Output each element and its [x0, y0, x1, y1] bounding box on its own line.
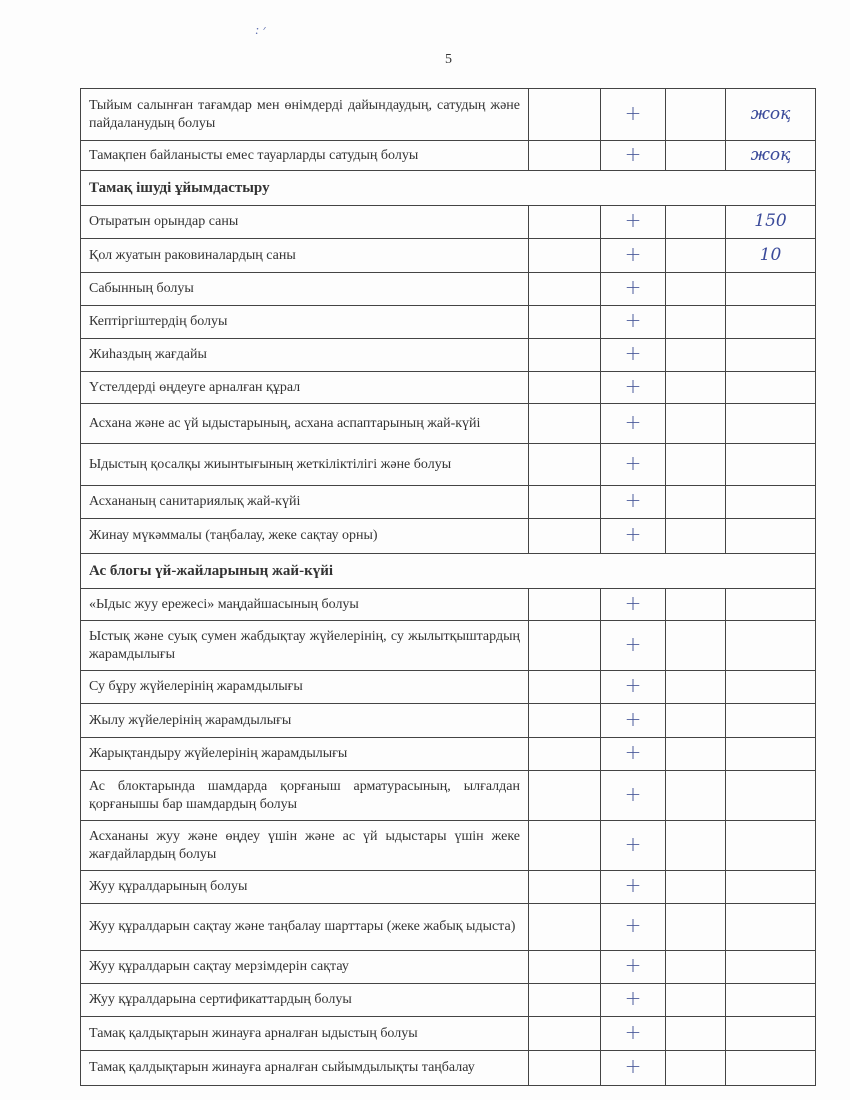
table-row	[81, 738, 816, 771]
empty-cell	[529, 273, 601, 306]
check-cell	[601, 821, 666, 871]
section-title: Ас блогы үй-жайларының жай-күйі	[81, 554, 816, 589]
handwritten-note: 150	[754, 211, 787, 231]
empty-cell	[529, 141, 601, 171]
table-row	[81, 89, 816, 141]
empty-cell	[529, 306, 601, 339]
check-cell	[601, 871, 666, 904]
criterion-text: Жуу құралдарын сақтау және таңбалау шарттары (жеке жабық ыдыста)	[81, 904, 529, 951]
empty-cell	[529, 89, 601, 141]
table-row	[81, 372, 816, 404]
criterion-text: Отыратын орындар саны	[81, 206, 529, 239]
plus-mark: +	[624, 141, 642, 166]
criterion-text: Қол жуатын раковиналардың саны	[81, 239, 529, 273]
plus-mark: +	[624, 953, 642, 977]
plus-mark: +	[624, 831, 642, 856]
note-cell	[726, 273, 816, 306]
handwritten-note: жоқ	[750, 103, 791, 124]
criterion-text: Тамақ қалдықтарын жинауға арналған сыйымдылықты таңбалау	[81, 1051, 529, 1086]
plus-mark: +	[624, 781, 642, 806]
check-cell	[601, 206, 666, 239]
check-cell	[601, 1017, 666, 1051]
table-row	[81, 1017, 816, 1051]
note-cell	[726, 519, 816, 554]
check-cell	[601, 306, 666, 339]
empty-cell	[666, 372, 726, 404]
criterion-text: Ыдыстың қосалқы жиынтығының жеткіліктілігі және болуы	[81, 444, 529, 486]
check-cell	[601, 339, 666, 372]
handwritten-note: жоқ	[750, 144, 791, 165]
note-cell	[726, 621, 816, 671]
plus-mark: +	[624, 373, 642, 398]
page-number: 5	[445, 52, 452, 67]
check-cell	[601, 589, 666, 621]
plus-mark: +	[624, 631, 642, 656]
table-row	[81, 984, 816, 1017]
criterion-text: Асхана және ас үй ыдыстарының, асхана аспаптарының жай-күйі	[81, 404, 529, 444]
criterion-text: Жуу құралдарына сертификаттардың болуы	[81, 984, 529, 1017]
empty-cell	[666, 141, 726, 171]
criterion-text: «Ыдыс жуу ережесі» маңдайшасының болуы	[81, 589, 529, 621]
empty-cell	[529, 1017, 601, 1051]
empty-cell	[666, 671, 726, 704]
check-cell	[601, 738, 666, 771]
empty-cell	[529, 904, 601, 951]
plus-mark: +	[624, 275, 642, 299]
plus-mark: +	[624, 450, 642, 475]
check-cell	[601, 984, 666, 1017]
table-row	[81, 404, 816, 444]
note-cell	[726, 871, 816, 904]
empty-cell	[666, 1051, 726, 1086]
empty-cell	[666, 771, 726, 821]
empty-cell	[529, 206, 601, 239]
empty-cell	[666, 444, 726, 486]
note-cell	[726, 704, 816, 738]
empty-cell	[666, 871, 726, 904]
empty-cell	[529, 771, 601, 821]
table-row	[81, 951, 816, 984]
plus-mark: +	[624, 1054, 642, 1078]
plus-mark: +	[624, 208, 642, 232]
empty-cell	[529, 704, 601, 738]
table-row	[81, 206, 816, 239]
empty-cell	[529, 671, 601, 704]
table-row	[81, 486, 816, 519]
note-cell	[726, 589, 816, 621]
criterion-text: Сабынның болуы	[81, 273, 529, 306]
criterion-text: Ас блоктарында шамдарда қорғаныш арматурасының, ылғалдан қорғанышы бар шамдардың болуы	[81, 771, 529, 821]
empty-cell	[666, 404, 726, 444]
note-cell	[726, 904, 816, 951]
empty-cell	[666, 273, 726, 306]
table-row	[81, 771, 816, 821]
table-row	[81, 1051, 816, 1086]
plus-mark: +	[624, 986, 642, 1010]
plus-mark: +	[624, 673, 642, 697]
empty-cell	[529, 372, 601, 404]
table-row	[81, 871, 816, 904]
plus-mark: +	[624, 409, 642, 434]
handwritten-note: 10	[759, 244, 782, 265]
plus-mark: +	[624, 241, 642, 266]
empty-cell	[666, 239, 726, 273]
note-cell	[726, 306, 816, 339]
note-cell	[726, 444, 816, 486]
empty-cell	[666, 704, 726, 738]
table-row	[81, 306, 816, 339]
table-row	[81, 141, 816, 171]
plus-mark: +	[624, 873, 642, 897]
empty-cell	[529, 871, 601, 904]
check-cell	[601, 904, 666, 951]
criterion-text: Үстелдерді өңдеуге арналған құрал	[81, 372, 529, 404]
plus-mark: +	[624, 308, 642, 332]
note-cell	[726, 951, 816, 984]
empty-cell	[529, 589, 601, 621]
criterion-text: Жарықтандыру жүйелерінің жарамдылығы	[81, 738, 529, 771]
empty-cell	[529, 621, 601, 671]
table-row	[81, 904, 816, 951]
check-cell	[601, 273, 666, 306]
empty-cell	[529, 444, 601, 486]
check-cell	[601, 486, 666, 519]
criterion-text: Жуу құралдарын сақтау мерзімдерін сақтау	[81, 951, 529, 984]
plus-mark: +	[624, 706, 642, 731]
section-title: Тамақ ішуді ұйымдастыру	[81, 171, 816, 206]
empty-cell	[666, 206, 726, 239]
criterion-text: Жинау мүкәммалы (таңбалау, жеке сақтау орны)	[81, 519, 529, 554]
table-row	[81, 239, 816, 273]
table-row	[81, 621, 816, 671]
note-cell	[726, 486, 816, 519]
table-row	[81, 671, 816, 704]
empty-cell	[666, 984, 726, 1017]
section-header-row	[81, 554, 816, 589]
check-cell	[601, 771, 666, 821]
note-cell	[726, 206, 816, 239]
check-cell	[601, 519, 666, 554]
check-cell	[601, 621, 666, 671]
note-cell	[726, 1017, 816, 1051]
empty-cell	[666, 621, 726, 671]
empty-cell	[666, 951, 726, 984]
check-cell	[601, 239, 666, 273]
check-cell	[601, 444, 666, 486]
empty-cell	[529, 821, 601, 871]
empty-cell	[666, 486, 726, 519]
note-cell	[726, 339, 816, 372]
plus-mark: +	[624, 913, 642, 937]
criterion-text: Тамақ қалдықтарын жинауға арналған ыдыстың болуы	[81, 1017, 529, 1051]
criterion-text: Су бұру жүйелерінің жарамдылығы	[81, 671, 529, 704]
checklist-table	[80, 88, 816, 1086]
table-row	[81, 273, 816, 306]
criterion-text: Жуу құралдарының болуы	[81, 871, 529, 904]
note-cell	[726, 239, 816, 273]
table-row	[81, 339, 816, 372]
plus-mark: +	[624, 488, 642, 512]
table-row	[81, 821, 816, 871]
table-row	[81, 519, 816, 554]
empty-cell	[666, 738, 726, 771]
check-cell	[601, 951, 666, 984]
empty-cell	[529, 404, 601, 444]
section-header-row	[81, 171, 816, 206]
empty-cell	[529, 519, 601, 554]
empty-cell	[529, 239, 601, 273]
plus-mark: +	[624, 100, 642, 125]
empty-cell	[529, 1051, 601, 1086]
plus-mark: +	[624, 522, 642, 546]
table-row	[81, 589, 816, 621]
note-cell	[726, 738, 816, 771]
plus-mark: +	[624, 590, 642, 615]
empty-cell	[666, 904, 726, 951]
note-cell	[726, 671, 816, 704]
plus-mark: +	[624, 1019, 642, 1044]
empty-cell	[666, 1017, 726, 1051]
empty-cell	[529, 738, 601, 771]
empty-cell	[666, 89, 726, 141]
empty-cell	[666, 339, 726, 372]
note-cell	[726, 771, 816, 821]
note-cell	[726, 404, 816, 444]
check-cell	[601, 141, 666, 171]
check-cell	[601, 89, 666, 141]
empty-cell	[666, 821, 726, 871]
criterion-text: Жиһаздың жағдайы	[81, 339, 529, 372]
empty-cell	[529, 486, 601, 519]
plus-mark: +	[624, 740, 642, 764]
note-cell	[726, 141, 816, 171]
criterion-text: Асхананы жуу және өңдеу үшін және ас үй ыдыстары үшін жеке жағдайлардың болуы	[81, 821, 529, 871]
criterion-text: Тыйым салынған тағамдар мен өнімдерді дайындаудың, сатудың және пайдаланудың болуы	[81, 89, 529, 141]
criterion-text: Ыстық және суық сумен жабдықтау жүйелерінің, су жылытқыштардың жарамдылығы	[81, 621, 529, 671]
empty-cell	[666, 589, 726, 621]
empty-cell	[529, 951, 601, 984]
note-cell	[726, 372, 816, 404]
empty-cell	[666, 519, 726, 554]
check-cell	[601, 671, 666, 704]
table-row	[81, 444, 816, 486]
check-cell	[601, 404, 666, 444]
plus-mark: +	[624, 341, 642, 365]
empty-cell	[529, 984, 601, 1017]
check-cell	[601, 372, 666, 404]
note-cell	[726, 984, 816, 1017]
criterion-text: Кептіргіштердің болуы	[81, 306, 529, 339]
empty-cell	[529, 339, 601, 372]
check-cell	[601, 704, 666, 738]
criterion-text: Тамақпен байланысты емес тауарларды сатудың болуы	[81, 141, 529, 171]
criterion-text: Жылу жүйелерінің жарамдылығы	[81, 704, 529, 738]
empty-cell	[666, 306, 726, 339]
note-cell	[726, 821, 816, 871]
check-cell	[601, 1051, 666, 1086]
note-cell	[726, 1051, 816, 1086]
criterion-text: Асхананың санитариялық жай-күйі	[81, 486, 529, 519]
note-cell	[726, 89, 816, 141]
table-row	[81, 704, 816, 738]
scan-mark: : ׳	[255, 22, 266, 37]
